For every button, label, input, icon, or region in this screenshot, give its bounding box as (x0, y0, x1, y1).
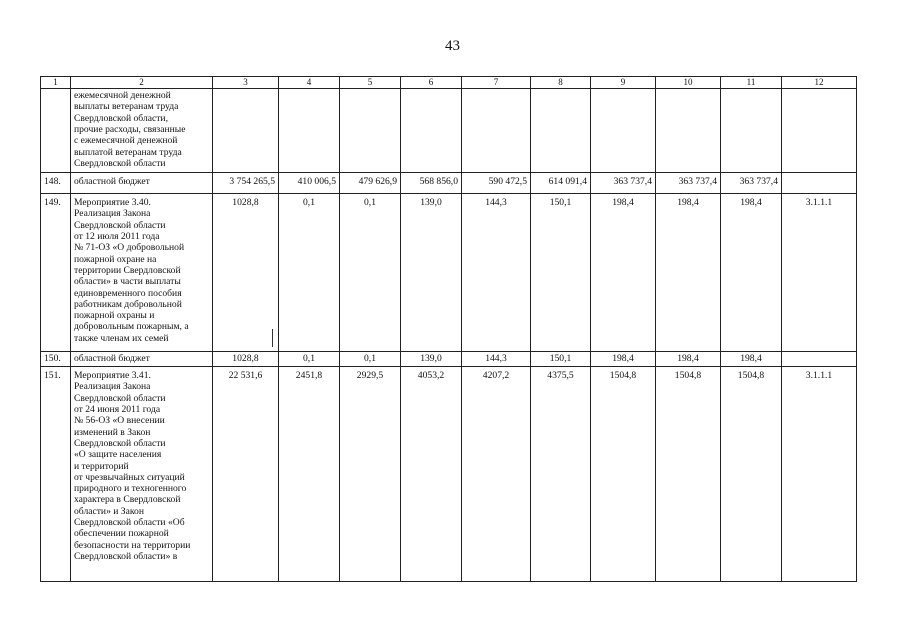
scan-artifact-line (272, 329, 273, 347)
value-cell: 0,1 (340, 352, 401, 367)
value-cell: 614 091,4 (531, 173, 591, 194)
column-header: 9 (591, 77, 656, 89)
column-header: 12 (782, 77, 857, 89)
description-cell: Мероприятие 3.41. Реализация Закона Свердловской области от 24 июня 2011 года № 56-ОЗ «О внесении изменений в Закон Свердловской области «О защите населения и территорий от чрезвычайных ситуаций природного и техногенного характера в Свердловской области» и Закон Свердловской области «Об обеспечении пожарной безопасности на территории Свердловской области» в (71, 367, 213, 582)
value-cell (656, 89, 721, 173)
value-cell: 198,4 (656, 194, 721, 352)
value-cell: 0,1 (279, 194, 340, 352)
value-cell: 4375,5 (531, 367, 591, 582)
row-number-cell: 149. (41, 194, 71, 352)
code-cell (782, 352, 857, 367)
value-cell: 363 737,4 (656, 173, 721, 194)
column-header: 8 (531, 77, 591, 89)
table-row (41, 194, 857, 352)
value-cell: 144,3 (462, 352, 531, 367)
table-row (41, 352, 857, 367)
description-cell: областной бюджет (71, 352, 213, 367)
description-cell: областной бюджет (71, 173, 213, 194)
value-cell: 198,4 (591, 194, 656, 352)
value-cell: 1504,8 (721, 367, 782, 582)
value-cell: 2451,8 (279, 367, 340, 582)
value-cell: 3 754 265,5 (213, 173, 279, 194)
value-cell (401, 89, 462, 173)
column-header: 1 (41, 77, 71, 89)
value-cell: 150,1 (531, 352, 591, 367)
table-row (41, 89, 857, 173)
value-cell: 1504,8 (656, 367, 721, 582)
value-cell (340, 89, 401, 173)
code-cell (782, 89, 857, 173)
value-cell: 0,1 (340, 194, 401, 352)
value-cell: 363 737,4 (591, 173, 656, 194)
value-cell: 1028,8 (213, 352, 279, 367)
value-cell: 198,4 (656, 352, 721, 367)
page-number: 43 (445, 38, 460, 54)
column-header: 11 (721, 77, 782, 89)
row-number-cell: 148. (41, 173, 71, 194)
column-header: 4 (279, 77, 340, 89)
code-cell: 3.1.1.1 (782, 194, 857, 352)
value-cell: 590 472,5 (462, 173, 531, 194)
value-cell: 568 856,0 (401, 173, 462, 194)
value-cell (591, 89, 656, 173)
value-cell: 139,0 (401, 194, 462, 352)
value-cell: 1504,8 (591, 367, 656, 582)
budget-table (40, 76, 857, 582)
column-header: 7 (462, 77, 531, 89)
value-cell (279, 89, 340, 173)
column-header: 10 (656, 77, 721, 89)
description-cell: ежемесячной денежной выплаты ветеранам труда Свердловской области, прочие расходы, связанные с ежемесячной денежной выплатой ветеранам труда Свердловской области (71, 89, 213, 173)
value-cell: 363 737,4 (721, 173, 782, 194)
value-cell: 4053,2 (401, 367, 462, 582)
row-number-cell (41, 89, 71, 173)
code-cell (782, 173, 857, 194)
row-number-cell: 150. (41, 352, 71, 367)
value-cell: 144,3 (462, 194, 531, 352)
value-cell: 2929,5 (340, 367, 401, 582)
value-cell: 1028,8 (213, 194, 279, 352)
table-header-row (41, 77, 857, 89)
value-cell: 4207,2 (462, 367, 531, 582)
value-cell (721, 89, 782, 173)
value-cell: 198,4 (591, 352, 656, 367)
value-cell: 22 531,6 (213, 367, 279, 582)
description-cell: Мероприятие 3.40. Реализация Закона Свердловской области от 12 июля 2011 года № 71-ОЗ «О добровольной пожарной охране на территории Свердловской области» в части выплаты единовременного пособия работникам добровольной пожарной охраны и добровольным пожарным, а также членам их семей (71, 194, 213, 352)
column-header: 5 (340, 77, 401, 89)
value-cell (213, 89, 279, 173)
value-cell: 410 006,5 (279, 173, 340, 194)
value-cell (462, 89, 531, 173)
table-row (41, 173, 857, 194)
column-header: 2 (71, 77, 213, 89)
column-header: 3 (213, 77, 279, 89)
value-cell: 150,1 (531, 194, 591, 352)
value-cell: 139,0 (401, 352, 462, 367)
value-cell: 198,4 (721, 352, 782, 367)
value-cell: 479 626,9 (340, 173, 401, 194)
row-number-cell: 151. (41, 367, 71, 582)
value-cell: 198,4 (721, 194, 782, 352)
value-cell (531, 89, 591, 173)
table-row (41, 367, 857, 582)
code-cell: 3.1.1.1 (782, 367, 857, 582)
value-cell: 0,1 (279, 352, 340, 367)
column-header: 6 (401, 77, 462, 89)
